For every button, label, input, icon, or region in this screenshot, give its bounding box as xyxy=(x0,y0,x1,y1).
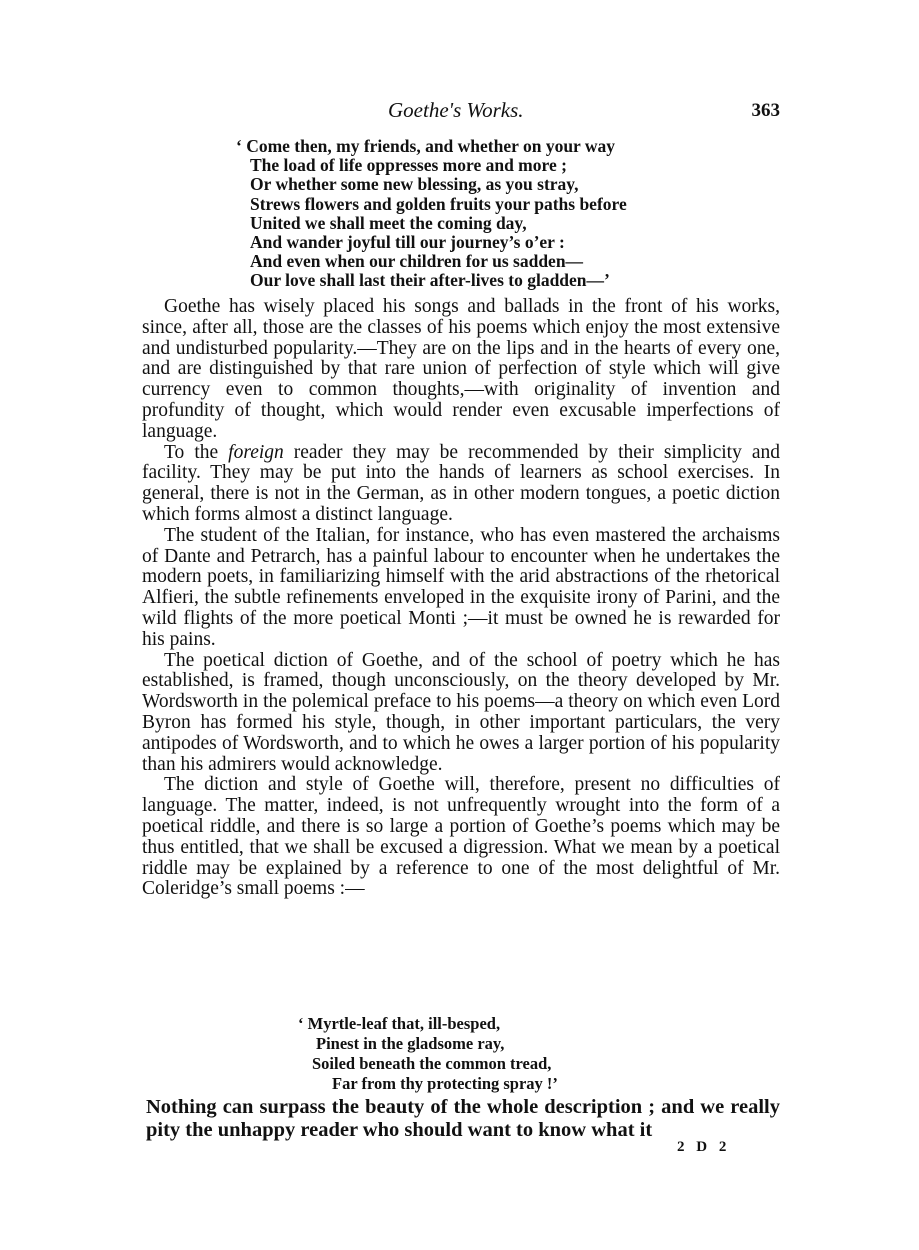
coleridge-quotation xyxy=(298,1014,558,1094)
verse-line: Strews flowers and golden fruits your paths before xyxy=(250,193,627,214)
paragraph-closing: Nothing can surpass the beauty of the whole description ; and we really pity the unhappy reader who should want to know what it xyxy=(146,1096,780,1141)
verse-line: Our love shall last their after-lives to gladden—’ xyxy=(250,270,610,291)
verse-line: Or whether some new blessing, as you stray, xyxy=(250,174,579,195)
paragraph-lead: To the xyxy=(164,441,229,463)
paragraph-diction-style: The diction and style of Goethe will, therefore, present no difficulties of language. The matter, indeed, is not unfrequently wrought into the form of a poetical riddle, and there is so large a portion of Goethe’s poems which may be thus entitled, that we shall be excused a digression. What we mean by a poetical riddle may be explained by a reference to one of the most delightful of Mr. Coleridge’s small poems :— xyxy=(142,774,780,900)
paragraph-songs-ballads: Goethe has wisely placed his songs and ballads in the front of his works, since, after all, those are the classes of his poems which enjoy the most extensive and undisturbed popularity.—They are on the lips and in the hearts of every one, and are distinguished by that rare union of perfection of style which will give currency even to common thoughts,—with originality of invention and profundity of thought, which would render even excusable imperfections of language. xyxy=(142,296,780,442)
verse-line: ‘ Come then, my friends, and whether on your way xyxy=(236,136,616,156)
paragraph-rest: reader they may be recommended by their simplicity and facility. They may be put into the hands of learners as school exercises. In general, there is not in the German, as in other modern tongues, a poetic diction which forms almost a distinct language. xyxy=(142,441,780,525)
verse-line: And even when our children for us sadden— xyxy=(250,251,584,272)
paragraph-italian-student: The student of the Italian, for instance, who has even mastered the archaisms of Dante and Petrarch, has a painful labour to encounter when he undertakes the modern poets, in familiarizing himself with the arid abstractions of the rhetorical Alfieri, the subtle refinements enveloped in the exquisite irony of Parini, and the wild flights of the more poetical Monti ;—it must be owned he is rewarded for his pains. xyxy=(142,524,780,650)
verse-line: The load of life oppresses more and more ; xyxy=(250,155,567,176)
body-text xyxy=(142,297,780,900)
running-title: Goethe's Works. xyxy=(388,98,524,122)
paragraph-poetical-diction: The poetical diction of Goethe, and of the school of poetry which he has established, is framed, though unconsciously, on the theory developed by Mr. Wordsworth in the polemical preface to his poems—a theory on which even Lord Byron has formed his style, though, in other important particulars, the very antipodes of Wordsworth, and to which he owes a larger portion of his popularity than his admirers would acknowledge. xyxy=(142,649,780,775)
verse-line: Far from thy protecting spray !’ xyxy=(332,1074,558,1093)
emphasis-foreign: foreign xyxy=(228,441,284,463)
signature-mark: 2 D 2 xyxy=(677,1139,731,1155)
running-head xyxy=(140,98,780,128)
paragraph-foreign-reader xyxy=(142,443,780,526)
closing-text xyxy=(146,1096,780,1142)
verse-line: ‘ Myrtle-leaf that, ill-besped, xyxy=(298,1014,501,1033)
verse-quotation xyxy=(236,137,627,291)
verse-line: United we shall meet the coming day, xyxy=(250,212,527,233)
verse-line: Pinest in the gladsome ray, xyxy=(316,1034,505,1053)
verse-line: And wander joyful till our journey’s o’er : xyxy=(250,232,565,253)
page-number: 363 xyxy=(751,100,780,121)
verse-line: Soiled beneath the common tread, xyxy=(312,1054,552,1073)
